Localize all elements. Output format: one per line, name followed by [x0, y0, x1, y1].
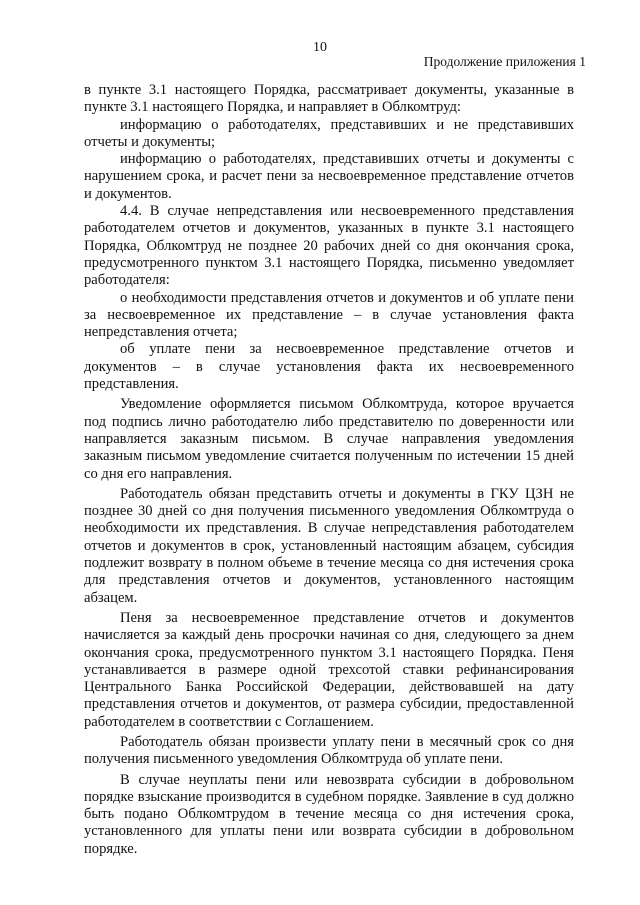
paragraph: о необходимости представления отчетов и документов и об уплате пени за несвоевременное их представление – в случае установления факта непредставления отчета;	[84, 289, 574, 341]
paragraph: информацию о работодателях, представивших отчеты и документы с нарушением срока, и расчет пени за несвоевременное представление отчетов и документов.	[84, 151, 574, 202]
paragraph: Работодатель обязан представить отчеты и документы в ГКУ ЦЗН не позднее 30 дней со дня получения письменного уведомления Облкомтруда о необходимости их представления. В случае непредставления работодателем отчетов и документов в срок, установленный настоящим абзацем, субсидия подлежит возврату в полном объеме в течение месяца со дня истечения срока для представления отчетов и документов, установленного настоящим абзацем.	[84, 485, 574, 606]
paragraph: В случае неуплаты пени или невозврата субсидии в добровольном порядке взыскание производится в судебном порядке. Заявление в суд должно быть подано Облкомтрудом в течение месяца со дня истечения срока, установленного для уплаты пени или возврата субсидии в добровольном порядке.	[84, 771, 574, 857]
paragraph: 4.4. В случае непредставления или несвоевременного представления работодателем отчетов и документов, указанных в пункте 3.1 настоящего Порядка, Облкомтруд не позднее 20 рабочих дней со дня окончания срока, предусмотренного пунктом 3.1 настоящего Порядка, письменно уведомляет работодателя:	[84, 203, 574, 289]
paragraph: Работодатель обязан произвести уплату пени в месячный срок со дня получения письменного уведомления Облкомтруда об уплате пени.	[84, 733, 574, 768]
continuation-note: Продолжение приложения 1	[423, 54, 586, 69]
page-number: 10	[313, 40, 327, 55]
paragraph: информацию о работодателях, представивших и не представивших отчеты и документы;	[84, 116, 574, 150]
document-body	[84, 82, 574, 858]
paragraph: в пункте 3.1 настоящего Порядка, рассматривает документы, указанные в пункте 3.1 настоящего Порядка, и направляет в Облкомтруд:	[84, 82, 574, 116]
paragraph: об уплате пени за несвоевременное представление отчетов и документов – в случае установления факта их несвоевременного представления.	[84, 341, 574, 393]
paragraph: Пеня за несвоевременное представление отчетов и документов начисляется за каждый день просрочки начиная со дня, следующего за днем окончания срока, предусмотренного пунктом 3.1 настоящего Порядка. Пеня устанавливается в размере одной трехсотой ставки рефинансирования Центрального Банка Российской Федерации, действовавшей на дату представления отчетов и документов, от размера субсидии, предоставленной работодателем в соответствии с Соглашением.	[84, 609, 574, 730]
paragraph: Уведомление оформляется письмом Облкомтруда, которое вручается под подпись лично работодателю либо представителю по доверенности или направляется заказным письмом. В случае направления уведомления заказным письмом уведомление считается полученным по истечении 15 дней со дня его направления.	[84, 396, 574, 482]
